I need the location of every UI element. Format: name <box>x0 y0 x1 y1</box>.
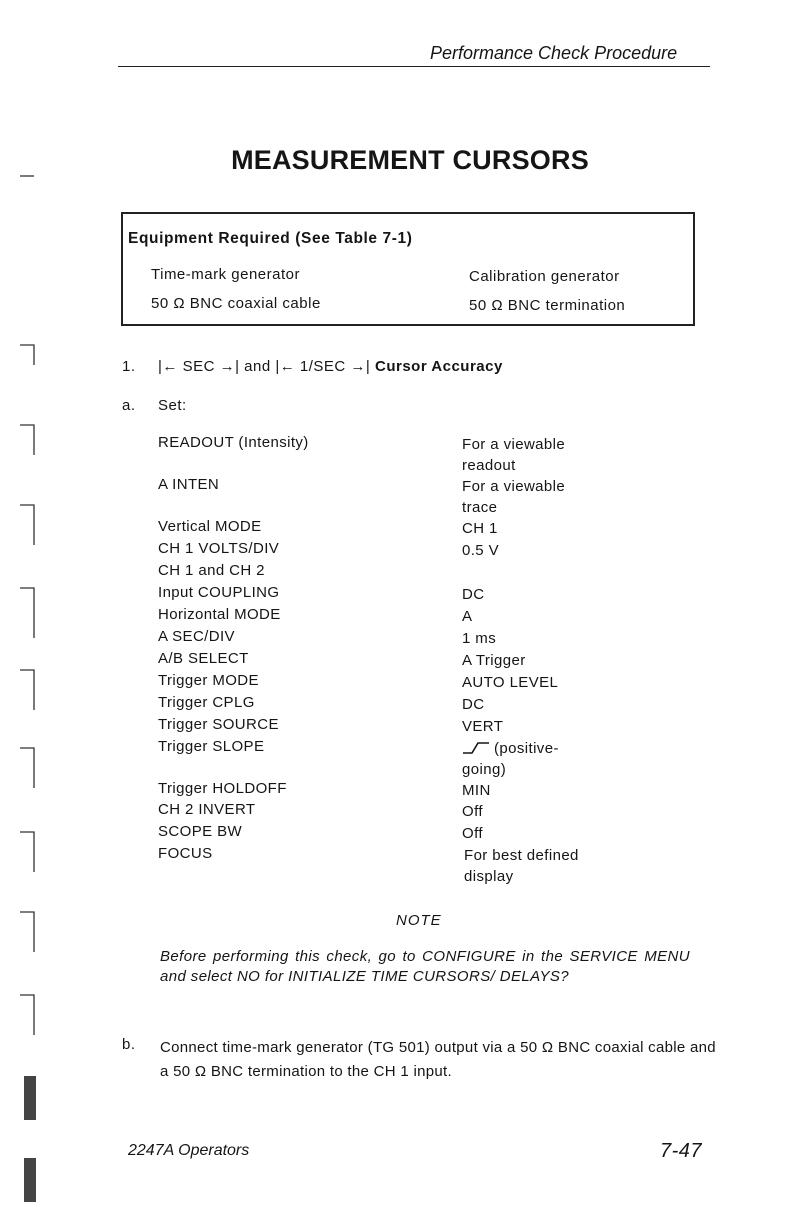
equipment-item: Calibration generator <box>469 268 620 285</box>
setting-value: A <box>462 608 473 625</box>
equipment-item: 50 Ω BNC coaxial cable <box>151 295 321 312</box>
note-title: NOTE <box>396 912 442 929</box>
setting-value: DC <box>462 696 485 713</box>
setting-value: For best defined display <box>464 847 579 885</box>
equipment-item: 50 Ω BNC termination <box>469 297 626 314</box>
setting-control: Trigger SOURCE <box>158 716 279 733</box>
setting-control: FOCUS <box>158 845 213 862</box>
setting-value: DC <box>462 586 485 603</box>
footer-manual-name: 2247A Operators <box>128 1142 250 1159</box>
setting-value: VERT <box>462 718 504 735</box>
setting-control: A/B SELECT <box>158 650 249 667</box>
setting-value-slope <box>462 738 602 780</box>
setting-value: AUTO LEVEL <box>462 674 559 691</box>
setting-control: CH 1 and CH 2 <box>158 562 265 579</box>
setting-control: Vertical MODE <box>158 518 262 535</box>
setting-value: For a viewable trace <box>462 478 566 516</box>
substep-letter: b. <box>122 1036 136 1053</box>
page-title: MEASUREMENT CURSORS <box>231 145 589 175</box>
step-heading-title: Cursor Accuracy <box>374 358 503 375</box>
note-body: Before performing this check, go to CONFIGURE in the SERVICE MENU and select NO for INITIALIZE TIME CURSORS/ DELAYS? <box>160 948 690 985</box>
rising-edge-slope-icon <box>462 741 490 755</box>
setting-control: CH 2 INVERT <box>158 801 256 818</box>
step-heading <box>158 358 503 375</box>
setting-control: A INTEN <box>158 476 220 493</box>
setting-control: Trigger CPLG <box>158 694 255 711</box>
set-label: Set: <box>158 397 187 414</box>
binding-edge-marks <box>0 0 40 1224</box>
header-rule <box>118 66 710 67</box>
step-number: 1. <box>122 358 136 375</box>
setting-value: For a viewable readout <box>462 436 566 474</box>
substep-letter: a. <box>122 397 136 414</box>
setting-value: Off <box>462 825 483 842</box>
setting-control: Input COUPLING <box>158 584 280 601</box>
page-number: 7-47 <box>660 1140 703 1162</box>
setting-value: Off <box>462 803 483 820</box>
setting-value: (positive-going) <box>462 740 559 778</box>
running-header: Performance Check Procedure <box>430 43 678 63</box>
setting-control: READOUT (Intensity) <box>158 434 309 451</box>
setting-value: MIN <box>462 782 491 799</box>
equipment-item: Time-mark generator <box>151 266 300 283</box>
setting-value: CH 1 <box>462 520 498 537</box>
step-b-text: Connect time-mark generator (TG 501) output via a 50 Ω BNC coaxial cable and a 50 Ω BNC termination to the CH 1 input. <box>160 1039 716 1080</box>
setting-value: 0.5 V <box>462 542 500 559</box>
step-heading-prefix: |← SEC →| and |← 1/SEC →| <box>158 358 371 375</box>
setting-control: SCOPE BW <box>158 823 243 840</box>
setting-control: Trigger HOLDOFF <box>158 780 287 797</box>
setting-value: A Trigger <box>462 652 526 669</box>
setting-control: Horizontal MODE <box>158 606 281 623</box>
setting-control: Trigger MODE <box>158 672 259 689</box>
setting-control: A SEC/DIV <box>158 628 235 645</box>
setting-control: CH 1 VOLTS/DIV <box>158 540 280 557</box>
setting-control: Trigger SLOPE <box>158 738 265 755</box>
equipment-heading: Equipment Required (See Table 7-1) <box>128 230 413 247</box>
setting-value: 1 ms <box>462 630 497 647</box>
